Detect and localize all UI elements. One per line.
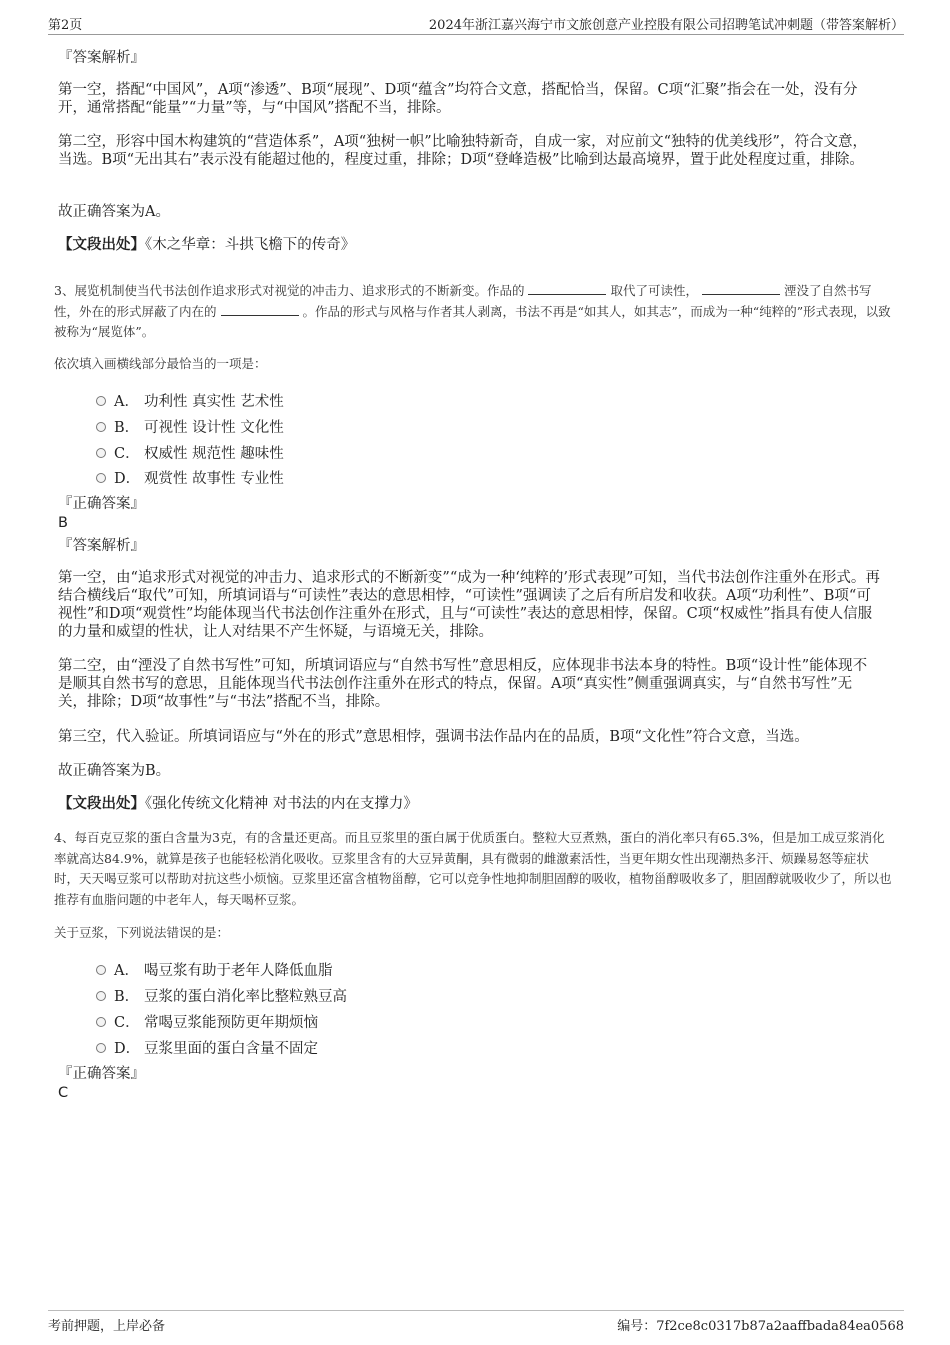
option-text: 权威性 规范性 趣味性 — [144, 446, 284, 462]
option-text: 豆浆的蛋白消化率比整粒熟豆高 — [144, 989, 347, 1005]
option-letter: A． — [114, 394, 139, 410]
page-number: 第2页 — [48, 18, 83, 33]
q2-analysis-p2: 第二空，形容中国木构建筑的“营造体系”，A项“独树一帜”比喻独特新奇，自成一家，对应前文“独特的优美线形”，符合文意，当选。B项“无出其右”表示没有能超过他的，程度过重，排除；D项“登峰造极”比喻到达最高境界，置于此处程度过重，排除。 — [58, 134, 867, 168]
q4-answer: C — [58, 1085, 69, 1101]
radio-icon[interactable] — [96, 396, 106, 406]
option-text: 观赏性 故事性 专业性 — [144, 471, 284, 487]
footer-slogan: 考前押题，上岸必备 — [48, 1319, 166, 1334]
q3-stem-part3: 湮没了自然书写性，外在的形式屏蔽了内在的 — [54, 283, 872, 319]
q3-answer-label: 『正确答案』 — [58, 496, 145, 512]
footer-serial: 编号：7f2ce8c0317b87a2aaffbada84ea0568 — [617, 1319, 904, 1334]
q4-answer-label: 『正确答案』 — [58, 1066, 145, 1082]
option-letter: D． — [114, 1041, 141, 1057]
q4-prompt: 关于豆浆，下列说法错误的是： — [54, 925, 230, 940]
q3-stem — [54, 281, 892, 343]
option-letter: C． — [114, 1015, 140, 1031]
q3-stem-part1: 3、展览机制使当代书法创作追求形式对视觉的冲击力、追求形式的不断新变。作品的 — [54, 283, 525, 298]
option-text: 常喝豆浆能预防更年期烦恼 — [144, 1015, 318, 1031]
option-letter: C． — [114, 446, 140, 462]
document-title: 2024年浙江嘉兴海宁市文旅创意产业控股有限公司招聘笔试冲刺题（带答案解析） — [428, 18, 904, 33]
q2-source — [58, 236, 355, 254]
radio-icon[interactable] — [96, 448, 106, 458]
q3-analysis-p2: 第二空，由“湮没了自然书写性”可知，所填词语应与“自然书写性”意思相反，应体现非书法本身的特性。B项“设计性”能体现不是顺其自然书写的意思，且能体现当代书法创作注重外在形式的特点，保留。A项“真实性”侧重强调真实，与“自然书写性”无关，排除；D项“故事性”与“书法”搭配不当，排除。 — [58, 658, 868, 710]
blank-2 — [702, 282, 780, 295]
option-text: 功利性 真实性 艺术性 — [144, 394, 284, 410]
source-title: 《强化传统文化精神 对书法的内在支撑力》 — [145, 796, 418, 812]
q3-analysis-p1: 第一空，由“追求形式对视觉的冲击力、追求形式的不断新变”“成为一种‘纯粹的’形式表现”可知，当代书法创作注重外在形式。再结合横线后“取代”可知，所填词语与“可读性”表达的意思相悖，“可读性”强调读了之后有所启发和收获。A项“功利性”、B项“可视性”和D项“观赏性”均能体现当代书法创作注重外在形式，且与“可读性”表达的意思相悖，保留。C项“权威性”指具有使人信服的力量和威望的性状，让人对结果不产生怀疑，与语境无关，排除。 — [58, 570, 880, 640]
option-text: 可视性 设计性 文化性 — [144, 420, 284, 436]
radio-icon[interactable] — [96, 1043, 106, 1053]
q3-answer: B — [58, 515, 68, 531]
source-label: 【文段出处】 — [58, 236, 145, 253]
option-letter: A． — [114, 963, 139, 979]
q3-stem-part2: 取代了可读性， — [610, 283, 698, 298]
q3-analysis-label: 『答案解析』 — [58, 538, 145, 554]
q3-analysis-p3: 第三空，代入验证。所填词语应与“外在的形式”意思相悖，强调书法作品内在的品质，B项“文化性”符合文意，当选。 — [58, 729, 809, 745]
radio-icon[interactable] — [96, 422, 106, 432]
option-text: 喝豆浆有助于老年人降低血脂 — [144, 963, 333, 979]
q4-stem: 4、每百克豆浆的蛋白含量为3克，有的含量还更高。而且豆浆里的蛋白属于优质蛋白。整粒大豆煮熟，蛋白的消化率只有65.3%，但是加工成豆浆消化率就高达84.9%，就算是孩子也能轻松消化吸收。豆浆里含有的大豆异黄酮，具有微弱的雌激素活性，当更年期女性出现潮热多汗、烦躁易怒等症状时，天天喝豆浆可以帮助对抗这些小烦恼。豆浆里还富含植物甾醇，它可以竞争性地抑制胆固醇的吸收，植物甾醇吸收多了，胆固醇就吸收少了，所以也推荐有血脂问题的中老年人，每天喝杯豆浆。 — [54, 830, 892, 907]
q3-conclusion: 故正确答案为B。 — [58, 763, 171, 779]
page-footer — [48, 1310, 904, 1335]
radio-icon[interactable] — [96, 991, 106, 1001]
blank-1 — [528, 282, 606, 295]
option-text: 豆浆里面的蛋白含量不固定 — [144, 1041, 318, 1057]
q2-analysis-label: 『答案解析』 — [58, 50, 145, 66]
q3-source — [58, 795, 418, 813]
q2-analysis-p1: 第一空，搭配“中国风”，A项“渗透”、B项“展现”、D项“蕴含”均符合文意，搭配恰当，保留。C项“汇聚”指会在一处，没有分开，通常搭配“能量”“力量”等，与“中国风”搭配不当，排除。 — [58, 82, 858, 116]
q2-conclusion: 故正确答案为A。 — [58, 204, 170, 220]
option-letter: B． — [114, 420, 140, 436]
blank-3 — [221, 303, 299, 316]
radio-icon[interactable] — [96, 1017, 106, 1027]
page-header — [48, 14, 904, 35]
option-letter: B． — [114, 989, 140, 1005]
q3-prompt: 依次填入画横线部分最恰当的一项是： — [54, 356, 267, 371]
radio-icon[interactable] — [96, 473, 106, 483]
q3-stem-part4: 。作品的形式与风格与作者其人剥离，书法不再是“如其人，如其志”，而成为一种“纯粹的”形式表现，以致被称为“展览体”。 — [54, 303, 891, 339]
option-letter: D． — [114, 471, 141, 487]
source-label: 【文段出处】 — [58, 795, 145, 812]
radio-icon[interactable] — [96, 965, 106, 975]
source-title: 《木之华章：斗拱飞檐下的传奇》 — [145, 237, 356, 253]
